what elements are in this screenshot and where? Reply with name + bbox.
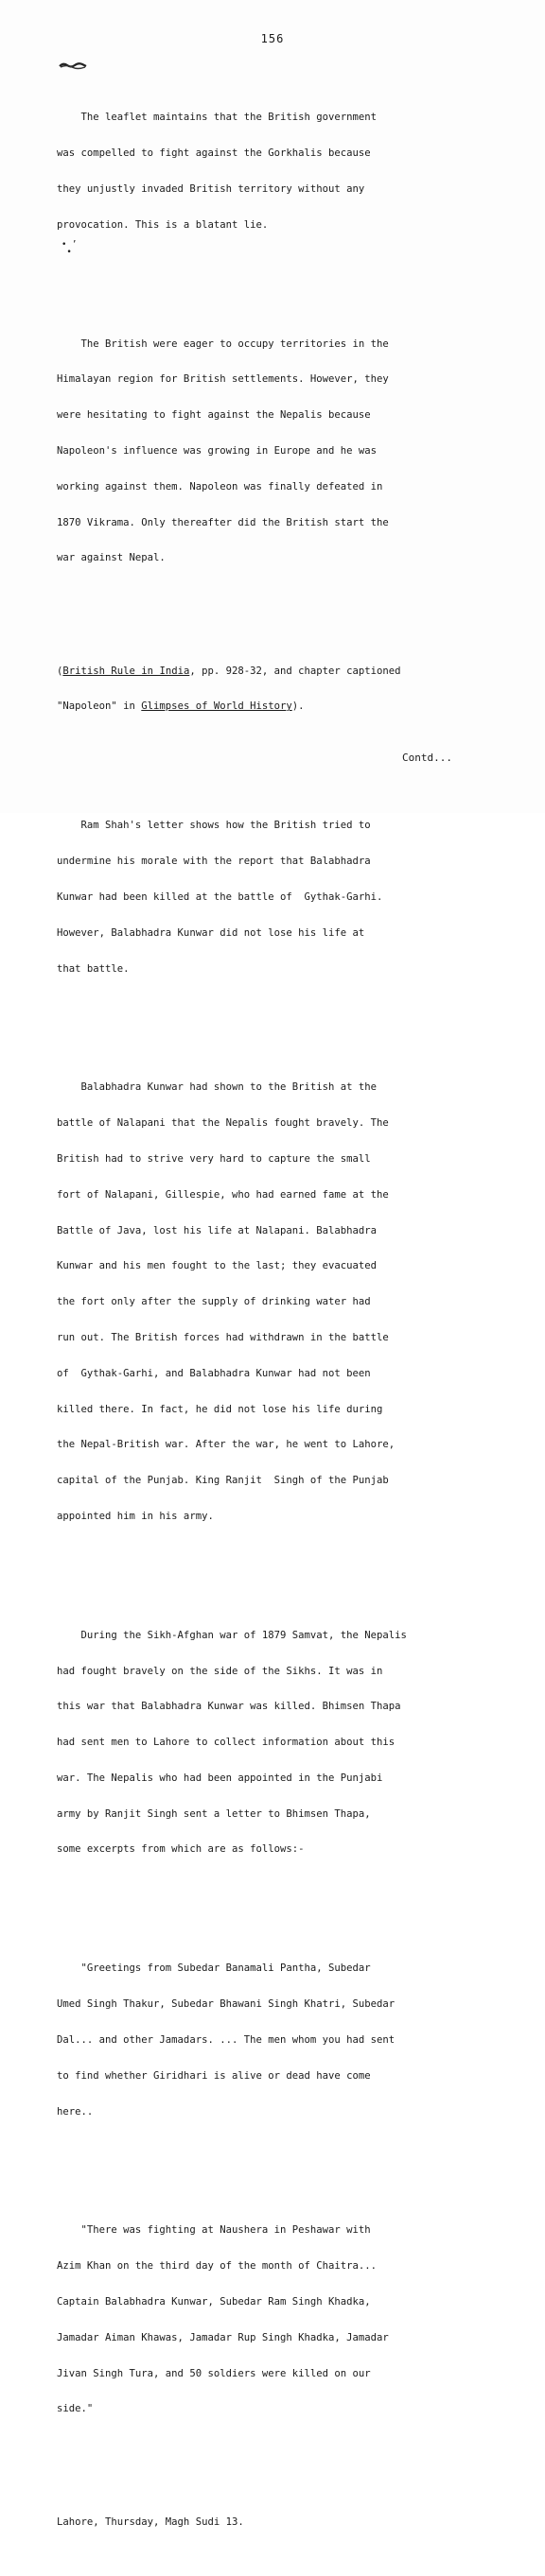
text-line: Himalayan region for British settlements. However, they	[57, 373, 389, 386]
text-line: capital of the Punjab. King Ranjit Singh of the Punjab	[57, 1475, 389, 1487]
text-line: had sent men to Lahore to collect information about this	[57, 1737, 396, 1749]
text-line: Dal... and other Jamadars. ... The men whom you had sent	[57, 2033, 396, 2046]
text-line: the fort only after the supply of drinking water had	[57, 1296, 371, 1308]
quote-2	[57, 2201, 454, 2439]
paragraph-5	[57, 1606, 454, 1880]
text-line: Kunwar and his men fought to the last; they evacuated	[57, 1260, 378, 1272]
text-line: Captain Balabhadra Kunwar, Subedar Ram Singh Khadka,	[57, 2296, 371, 2308]
text-line: they unjustly invaded British territory without any	[57, 182, 365, 195]
book-title: Glimpses of World History	[141, 700, 292, 713]
text-line: here..	[57, 2105, 94, 2118]
text-line: Azim Khan on the third day of the month of Chaitra...	[57, 2260, 378, 2273]
quote-1	[57, 1939, 454, 2141]
text-line: Umed Singh Thakur, Subedar Bhawani Singh Khatri, Subedar	[57, 1998, 396, 2011]
page-number: 156	[260, 32, 285, 45]
text-line: "Greetings from Subedar Banamali Pantha, Subedar	[57, 1962, 371, 1975]
text-line: army by Ranjit Singh sent a letter to Bhimsen Thapa,	[57, 1807, 371, 1820]
text-line: During the Sikh-Afghan war of 1879 Samvat, the Nepalis	[57, 1629, 407, 1641]
text-line: war. The Nepalis who had been appointed in the Punjabi	[57, 1772, 383, 1784]
dateline	[57, 2493, 454, 2552]
document-body	[57, 64, 454, 2576]
paragraph-1	[57, 88, 454, 257]
stray-marks: • ’ •	[62, 240, 78, 257]
text-line: some excerpts from which are as follows:-	[57, 1843, 305, 1856]
text-line: Kunwar had been killed at the battle of Gythak-Garhi.	[57, 890, 383, 903]
text-line: However, Balabhadra Kunwar did not lose his life at	[57, 926, 365, 939]
text-line: "Napoleon" in Glimpses of World History).	[57, 700, 305, 713]
text-line: Napoleon's influence was growing in Europe and he was	[57, 445, 378, 457]
text-line: Battle of Java, lost his life at Nalapani. Balabhadra	[57, 1224, 378, 1236]
text-line: to find whether Giridhari is alive or dead have come	[57, 2069, 371, 2082]
text-line: (British Rule in India, pp. 928-32, and chapter captioned	[57, 665, 401, 677]
citation	[57, 642, 454, 737]
book-title: British Rule in India	[62, 665, 190, 677]
text-line: had fought bravely on the side of the Sikhs. It was in	[57, 1665, 383, 1677]
text-line: Jamadar Aiman Khawas, Jamadar Rup Singh Khadka, Jamadar	[57, 2331, 389, 2343]
text-line: were hesitating to fight against the Nepalis because	[57, 409, 371, 422]
text-line: 1870 Vikrama. Only thereafter did the British start the	[57, 516, 389, 528]
text-line: Jivan Singh Tura, and 50 soldiers were killed on our	[57, 2367, 371, 2379]
text-line: Balabhadra Kunwar had shown to the British at the	[57, 1081, 378, 1094]
text-line: killed there. In fact, he did not lose his life during	[57, 1403, 383, 1415]
text-line: Ram Shah's letter shows how the British tried to	[57, 820, 371, 832]
paragraph-2	[57, 314, 454, 588]
text-line: The British were eager to occupy territories in the	[57, 337, 389, 350]
text-line: of Gythak-Garhi, and Balabhadra Kunwar had not been	[57, 1367, 371, 1379]
text-line: that battle.	[57, 962, 130, 975]
text-line: appointed him in his army.	[57, 1510, 214, 1522]
text-line: undermine his morale with the report that Balabhadra	[57, 856, 371, 868]
text-line: battle of Nalapani that the Nepalis fought bravely. The	[57, 1117, 389, 1130]
paragraph-3	[57, 796, 454, 998]
text-line: working against them. Napoleon was finally defeated in	[57, 480, 383, 493]
text-line: provocation. This is a blatant lie.	[57, 218, 269, 231]
text-line: the Nepal-British war. After the war, he went to Lahore,	[57, 1439, 396, 1451]
text-line: war against Nepal.	[57, 552, 166, 564]
text-line: Lahore, Thursday, Magh Sudi 13.	[57, 2515, 244, 2528]
text-line: run out. The British forces had withdrawn in the battle	[57, 1331, 389, 1343]
paragraph-4	[57, 1058, 454, 1546]
text-line: side."	[57, 2403, 94, 2415]
text-line: The leaflet maintains that the British government	[57, 112, 378, 124]
text-line: was compelled to fight against the Gorkhalis because	[57, 147, 371, 160]
continued-marker: Contd...	[402, 752, 452, 764]
text-line: "There was fighting at Naushera in Peshawar with	[57, 2224, 371, 2237]
text-line: this war that Balabhadra Kunwar was killed. Bhimsen Thapa	[57, 1701, 401, 1713]
text-line: British had to strive very hard to capture the small	[57, 1153, 371, 1166]
text-line: fort of Nalapani, Gillespie, who had earned fame at the	[57, 1188, 389, 1201]
